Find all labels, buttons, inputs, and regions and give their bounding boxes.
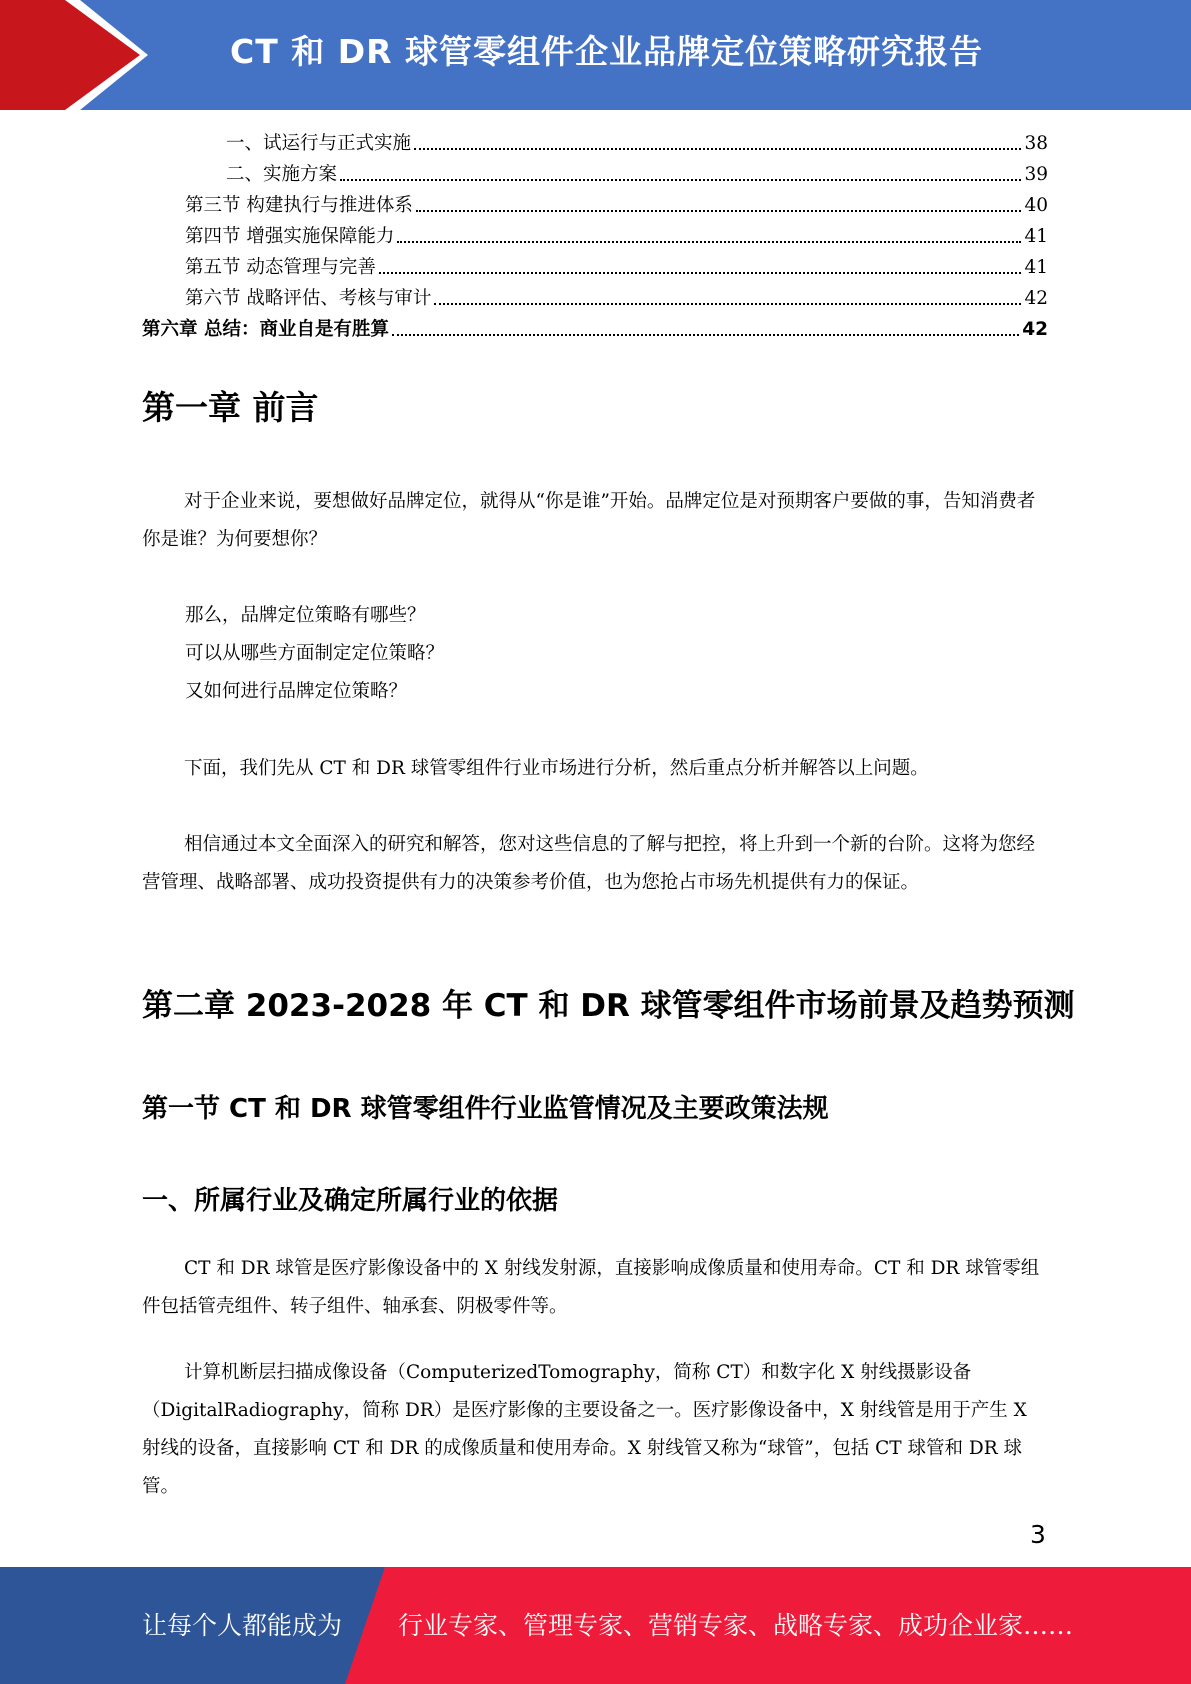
table-of-contents <box>142 128 1048 345</box>
toc-entry[interactable] <box>142 190 1048 221</box>
toc-entry-page: 42 <box>1024 288 1048 309</box>
page-number: 3 <box>1030 1520 1046 1549</box>
body-paragraph: 对于企业来说，要想做好品牌定位，就得从“你是谁”开始。品牌定位是对预期客户要做的事，告知消费者你是谁？为何要想你？ <box>142 491 1036 550</box>
toc-entry[interactable] <box>142 159 1048 190</box>
section-heading: 第一节 CT 和 DR 球管零组件行业监管情况及主要政策法规 <box>142 1094 829 1124</box>
toc-entry-page: 41 <box>1024 226 1048 247</box>
chapter-heading: 第二章 2023-2028 年 CT 和 DR 球管零组件市场前景及趋势预测 <box>142 988 1075 1024</box>
body-paragraph: 计算机断层扫描成像设备（ComputerizedTomography，简称 CT）和数字化 X 射线摄影设备（DigitalRadiography，简称 DR）是医疗影像的主要设备之一。医疗影像设备中，X 射线管是用于产生 X 射线的设备，直接影响 CT 和 DR 的成像质量和使用寿命。X 射线管又称为“球管”，包括 CT 球管和 DR 球管。 <box>142 1362 1027 1497</box>
body-paragraph: CT 和 DR 球管是医疗影像设备中的 X 射线发射源，直接影响成像质量和使用寿命。CT 和 DR 球管零组件包括管壳组件、转子组件、轴承套、阴极零件等。 <box>142 1258 1040 1317</box>
toc-entry-title: 第五节 动态管理与完善 <box>185 257 376 278</box>
toc-leader-dots <box>379 252 1022 274</box>
toc-entry-title: 第三节 构建执行与推进体系 <box>185 195 413 216</box>
chapter-heading: 第一章 前言 <box>142 388 319 427</box>
toc-leader-dots <box>416 190 1022 212</box>
toc-leader-dots <box>397 221 1021 243</box>
toc-leader-dots <box>434 283 1021 305</box>
toc-entry-title: 一、试运行与正式实施 <box>226 133 412 154</box>
toc-entry-title: 第六节 战略评估、考核与审计 <box>185 288 432 309</box>
toc-entry-page: 42 <box>1022 319 1048 340</box>
body-paragraph: 下面，我们先从 CT 和 DR 球管零组件行业市场进行分析，然后重点分析并解答以上问题。 <box>184 758 929 779</box>
toc-entry-page: 39 <box>1024 164 1048 185</box>
footer-slogan-right: 行业专家、管理专家、营销专家、战略专家、成功企业家…… <box>398 1611 1074 1640</box>
question-line: 又如何进行品牌定位策略？ <box>185 681 408 702</box>
header-red-arrow-shape <box>0 0 150 110</box>
footer-slogan-left: 让每个人都能成为 <box>142 1611 343 1640</box>
page-footer <box>0 1567 1191 1684</box>
question-line: 可以从哪些方面制定定位策略？ <box>185 643 445 664</box>
toc-leader-dots <box>392 314 1019 336</box>
toc-entry-page: 38 <box>1024 133 1048 154</box>
subsection-heading: 一、所属行业及确定所属行业的依据 <box>142 1186 559 1216</box>
toc-entry[interactable] <box>142 314 1048 345</box>
toc-entry[interactable] <box>142 128 1048 159</box>
toc-entry-title: 第四节 增强实施保障能力 <box>185 226 395 247</box>
header-title: CT 和 DR 球管零组件企业品牌定位策略研究报告 <box>230 32 983 71</box>
toc-entry-page: 40 <box>1024 195 1048 216</box>
toc-entry-title: 二、实施方案 <box>226 164 338 185</box>
toc-entry-page: 41 <box>1024 257 1048 278</box>
toc-entry-title: 第六章 总结：商业自是有胜算 <box>142 319 389 340</box>
toc-entry[interactable] <box>142 221 1048 252</box>
toc-entry[interactable] <box>142 252 1048 283</box>
body-paragraph: 相信通过本文全面深入的研究和解答，您对这些信息的了解与把控，将上升到一个新的台阶。这将为您经营管理、战略部署、成功投资提供有力的决策参考价值，也为您抢占市场先机提供有力的保证。 <box>142 834 1036 893</box>
page-header <box>0 0 1191 110</box>
question-line: 那么，品牌定位策略有哪些？ <box>185 605 426 626</box>
toc-leader-dots <box>414 128 1021 150</box>
toc-leader-dots <box>340 159 1021 181</box>
toc-entry[interactable] <box>142 283 1048 314</box>
